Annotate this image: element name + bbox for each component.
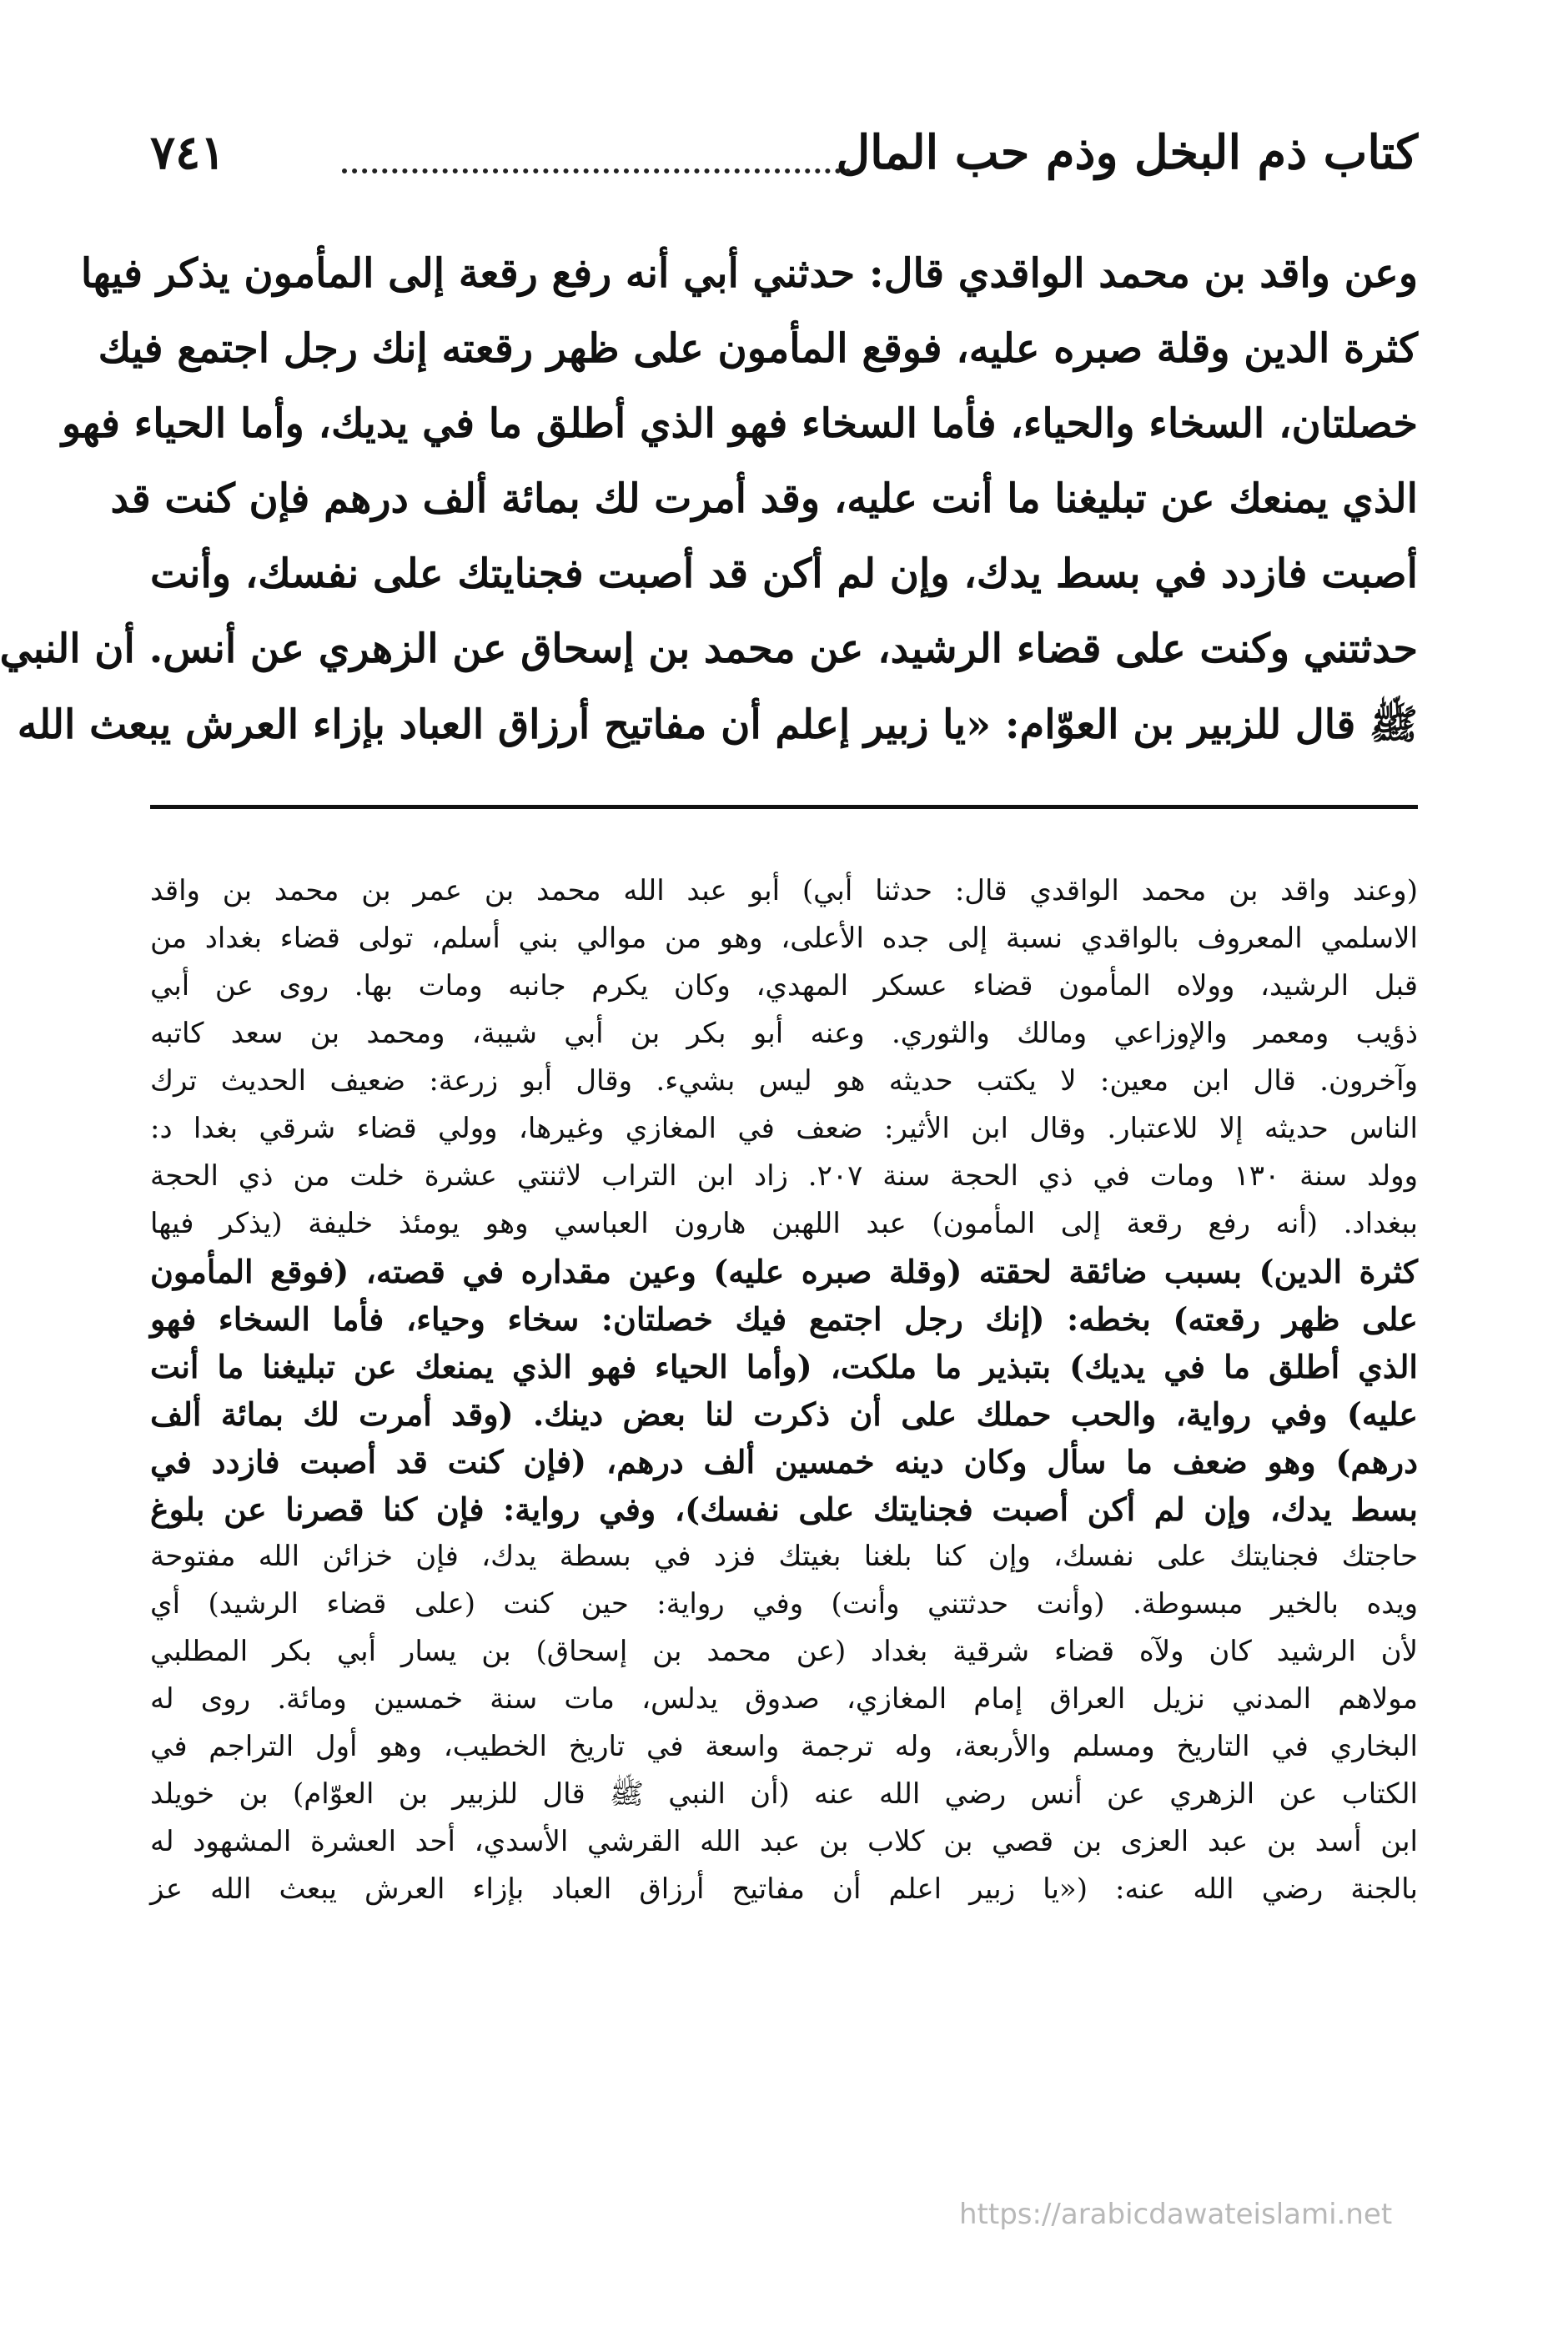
page-header (150, 125, 1418, 200)
main-text-line: وعن واقد بن محمد الواقدي قال: حدثني أبي أنه رفع رقعة إلى المأمون يذكر فيها (80, 250, 1418, 297)
commentary-line: كثرة الدين) بسبب ضائقة لحقته (وقلة صبره عليه) وعين مقداره في قصته، (فوقع المأمون (150, 1253, 1418, 1290)
commentary-line: مولاهم المدني نزيل العراق إمام المغازي، صدوق يدلس، مات سنة خمسين ومائة. روى له (150, 1682, 1418, 1716)
main-text-line: ﷺ قال للزبير بن العوّام: «يا زبير إعلم أن مفاتيح أرزاق العباد بإزاء العرش يبعث الله (17, 701, 1418, 748)
page-number: ٧٤١ (150, 125, 226, 180)
main-text-line: حدثتني وكنت على قضاء الرشيد، عن محمد بن إسحاق عن الزهري عن أنس. أن النبي (0, 626, 1418, 672)
commentary-line: بالجنة رضي الله عنه: («يا زبير اعلم أن مفاتيح أرزاق العباد بإزاء العرش يبعث الله عز (150, 1872, 1418, 1906)
commentary-line: حاجتك فجنايتك على نفسك، وإن كنا بلغنا بغيتك فزد في بسطة يدك، فإن خزائن الله مفتوحة (150, 1540, 1418, 1573)
commentary-line: على ظهر رقعته) بخطه: (إنك رجل اجتمع فيك خصلتان: سخاء وحياء، فأما السخاء فهو (150, 1300, 1418, 1338)
commentary-line: (وعند واقد بن محمد الواقدي قال: حدثنا أبي) أبو عبد الله محمد بن عمر بن محمد بن واقد (150, 874, 1418, 907)
commentary-line: عليه) وفي رواية، والحب حملك على أن ذكرت لنا بعض دينك. (وقد أمرت لك بمائة ألف (150, 1395, 1418, 1433)
watermark: https://arabicdawateislami.net (959, 2198, 1393, 2231)
main-text-line: كثرة الدين وقلة صبره عليه، فوقع المأمون على ظهر رقعته إنك رجل اجتمع فيك (98, 325, 1418, 372)
commentary-line: درهم) وهو ضعف ما سأل وكان دينه خمسين ألف درهم، (فإن كنت قد أصبت فازدد في (150, 1443, 1418, 1480)
commentary-line: الذي أطلق ما في يديك) بتبذير ما ملكت، (وأما الحياء فهو الذي يمنعك عن تبليغنا ما أنت (150, 1348, 1418, 1385)
commentary-line: قبل الرشيد، وولاه المأمون قضاء عسكر المهدي، وكان يكرم جانبه ومات بها. روى عن أبي (150, 969, 1418, 1003)
commentary-notes (150, 867, 1418, 1913)
commentary-line: الكتاب عن الزهري عن أنس رضي الله عنه (أن النبي ﷺ قال للزبير بن العوّام) بن خويلد (150, 1777, 1418, 1811)
commentary-line: وولد سنة ١٣٠ ومات في ذي الحجة سنة ٢٠٧. زاد ابن التراب لاثنتي عشرة خلت من ذي الحجة (150, 1159, 1418, 1193)
main-text (0, 250, 1418, 776)
main-text-line: خصلتان، السخاء والحياء، فأما السخاء فهو الذي أطلق ما في يديك، وأما الحياء فهو (62, 400, 1418, 447)
commentary-line: الناس حديثه إلا للاعتبار. وقال ابن الأثير: ضعف في المغازي وغيرها، وولي قضاء شرقي بغدا د: (150, 1112, 1418, 1145)
commentary-line: وآخرون. قال ابن معين: لا يكتب حديثه هو ليس بشيء. وقال أبو زرعة: ضعيف الحديث ترك (150, 1064, 1418, 1098)
main-text-line: أصبت فازدد في بسط يدك، وإن لم أكن قد أصبت فجنايتك على نفسك، وأنت (150, 550, 1418, 597)
running-title: كتاب ذم البخل وذم حب المال (836, 125, 1418, 180)
commentary-line: بسط يدك، وإن لم أكن أصبت فجنايتك على نفسك)، وفي رواية: فإن كنا قصرنا عن بلوغ (150, 1490, 1418, 1528)
commentary-line: الاسلمي المعروف بالواقدي نسبة إلى جده الأعلى، وهو من موالي بني أسلم، تولى قضاء بغداد من (150, 922, 1418, 955)
commentary-line: ويده بالخير مبسوطة. (وأنت حدثتني وأنت) وفي رواية: حين كنت (على قضاء الرشيد) أي (150, 1587, 1418, 1621)
commentary-line: لأن الرشيد كان ولآه قضاء شرقية بغداد (عن محمد بن إسحاق) بن يسار أبي بكر المطلبي (150, 1635, 1418, 1668)
commentary-line: ذؤيب ومعمر والإوزاعي ومالك والثوري. وعنه أبو بكر بن أبي شيبة، ومحمد بن سعد كاتبه (150, 1017, 1418, 1050)
dotted-leader (342, 168, 851, 173)
commentary-line: البخاري في التاريخ ومسلم والأربعة، وله ترجمة واسعة في تاريخ الخطيب، وهو أول التراجم في (150, 1730, 1418, 1763)
commentary-line: ابن أسد بن عبد العزى بن قصي بن كلاب بن عبد الله القرشي الأسدي، أحد العشرة المشهود له (150, 1825, 1418, 1858)
footnote-divider (150, 805, 1418, 809)
main-text-line: الذي يمنعك عن تبليغنا ما أنت عليه، وقد أمرت لك بمائة ألف درهم فإن كنت قد (110, 475, 1418, 522)
commentary-line: ببغداد. (أنه رفع رقعة إلى المأمون) عبد اللهبن هارون العباسي وهو يومئذ خليفة (يذكر فيها (150, 1207, 1418, 1240)
